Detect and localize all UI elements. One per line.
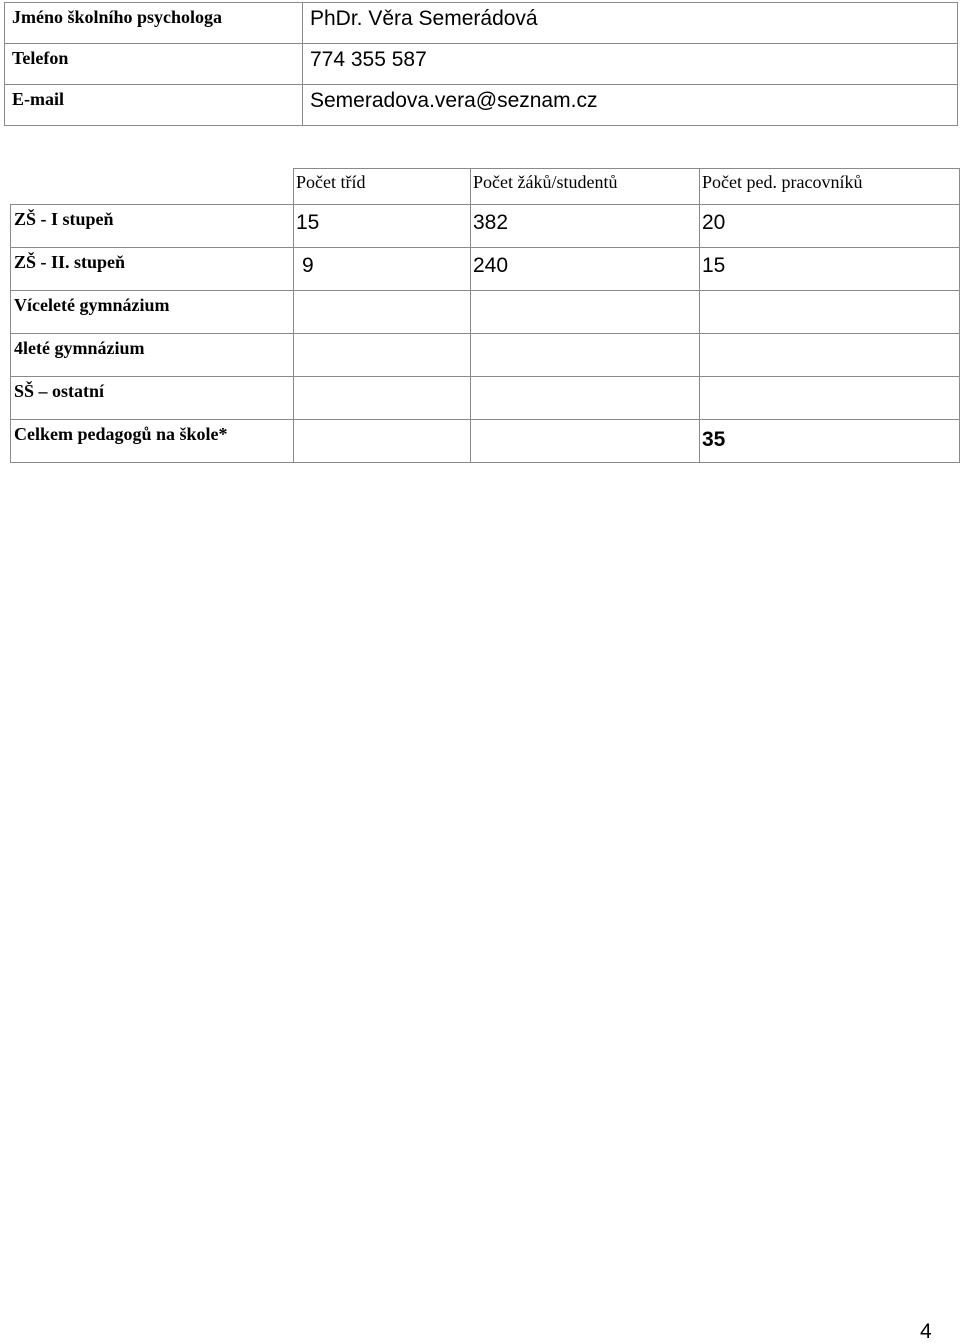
stats-students-cell: 382 [471,205,700,248]
stats-total-row [11,420,960,463]
total-staff-label: Celkem pedagogů na škole* [11,420,294,463]
stats-students-cell: 240 [471,248,700,291]
stats-row-label: Víceleté gymnázium [11,291,294,334]
stats-header-staff: Počet ped. pracovníků [700,169,960,205]
contact-row-phone [5,44,958,85]
stats-row [11,291,960,334]
stats-staff-cell: 20 [700,205,960,248]
phone-value: 774 355 587 [303,44,958,85]
stats-classes-cell [294,291,471,334]
total-empty-cell [471,420,700,463]
stats-header-students: Počet žáků/studentů [471,169,700,205]
stats-row-label: ZŠ - II. stupeň [11,248,294,291]
stats-students-cell [471,377,700,420]
stats-staff-cell [700,291,960,334]
school-stats-table [10,168,960,463]
stats-row [11,248,960,291]
total-empty-cell [294,420,471,463]
stats-staff-cell: 15 [700,248,960,291]
contact-row-email [5,85,958,126]
stats-staff-cell [700,377,960,420]
stats-header-row [11,169,960,205]
stats-staff-cell [700,334,960,377]
stats-students-cell [471,291,700,334]
stats-row [11,377,960,420]
psychologist-name-value: PhDr. Věra Semerádová [303,3,958,44]
psychologist-name-label: Jméno školního psychologa [5,3,303,44]
phone-label: Telefon [5,44,303,85]
total-staff-value: 35 [700,420,960,463]
email-value: Semeradova.vera@seznam.cz [303,85,958,126]
stats-header-empty [11,169,294,205]
contact-row-name [5,3,958,44]
stats-row-label: 4leté gymnázium [11,334,294,377]
stats-students-cell [471,334,700,377]
contact-table [4,2,958,126]
stats-row-label: ZŠ - I stupeň [11,205,294,248]
stats-classes-cell [294,377,471,420]
stats-row [11,334,960,377]
stats-row-label: SŠ – ostatní [11,377,294,420]
stats-row [11,205,960,248]
stats-header-classes: Počet tříd [294,169,471,205]
page-number: 4 [920,1320,932,1343]
stats-classes-cell: 9 [294,248,471,291]
stats-classes-cell: 15 [294,205,471,248]
stats-classes-cell [294,334,471,377]
email-label: E-mail [5,85,303,126]
